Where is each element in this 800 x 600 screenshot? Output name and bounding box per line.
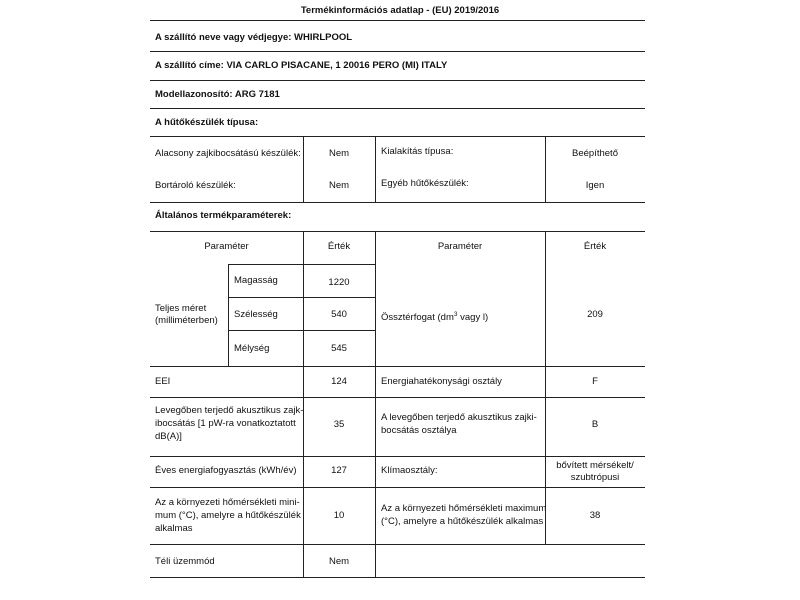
rule bbox=[228, 330, 375, 331]
rule bbox=[303, 231, 304, 544]
rule bbox=[150, 108, 645, 109]
noise-emission-label-line1: Levegőben terjedő akusztikus zajk- bbox=[155, 405, 304, 416]
depth-label: Mélység bbox=[234, 343, 270, 354]
rule bbox=[228, 264, 375, 265]
wine-storage-value: Nem bbox=[328, 180, 350, 191]
min-temp-label-line3: alkalmas bbox=[155, 523, 193, 534]
rule bbox=[545, 231, 546, 544]
total-volume-label-post: vagy l) bbox=[457, 312, 489, 324]
type-heading: A hűtőkészülék típusa: bbox=[155, 117, 259, 128]
rule bbox=[150, 487, 645, 488]
total-volume-label bbox=[381, 309, 488, 324]
rule bbox=[150, 136, 645, 137]
supplier-name-row bbox=[155, 32, 352, 44]
rule bbox=[375, 136, 376, 202]
rule bbox=[150, 51, 645, 52]
rule bbox=[150, 577, 645, 578]
supplier-name-label: A szállító neve vagy védjegye: bbox=[155, 32, 292, 43]
noise-class-value: B bbox=[591, 419, 599, 430]
eei-value: 124 bbox=[331, 376, 347, 387]
height-label: Magasság bbox=[234, 275, 278, 286]
other-fridge-value: Igen bbox=[585, 180, 605, 191]
model-row bbox=[155, 89, 280, 101]
rule bbox=[545, 136, 546, 202]
noise-class-label-line2: bocsátás osztálya bbox=[381, 425, 457, 436]
winter-mode-label: Téli üzemmód bbox=[155, 556, 215, 567]
max-temp-label-line2: (°C), amelyre a hűtőkészülék alkalmas bbox=[381, 516, 544, 527]
eei-label: EEI bbox=[155, 376, 171, 387]
depth-value: 545 bbox=[331, 343, 347, 354]
design-type-label: Kialakítás típusa: bbox=[381, 146, 454, 157]
rule bbox=[150, 202, 645, 203]
model-label: Modellazonosító: bbox=[155, 89, 233, 100]
model-value: ARG 7181 bbox=[234, 89, 280, 100]
noise-emission-label-line3: dB(A)] bbox=[155, 431, 182, 442]
low-noise-value: Nem bbox=[328, 148, 350, 159]
total-volume-value: 209 bbox=[587, 309, 603, 320]
climate-class-value-line2: szubtrópusi bbox=[570, 472, 620, 483]
min-temp-label-line1: Az a környezeti hőmérsékleti mini- bbox=[155, 497, 300, 508]
column-header-parameter: Paraméter bbox=[204, 241, 249, 252]
column-header-value-2: Érték bbox=[583, 241, 607, 252]
design-type-value: Beépíthető bbox=[572, 148, 618, 159]
rule bbox=[150, 231, 645, 232]
rule bbox=[150, 397, 645, 398]
winter-mode-value: Nem bbox=[328, 556, 350, 567]
width-label: Szélesség bbox=[234, 309, 278, 320]
min-temp-label-line2: mum (°C), amelyre a hűtőkészülék bbox=[155, 510, 301, 521]
rule bbox=[228, 264, 229, 366]
rule bbox=[150, 544, 645, 545]
total-volume-label-pre: Össztérfogat (dm bbox=[381, 312, 454, 324]
general-heading: Általános termékparaméterek: bbox=[155, 210, 292, 221]
rule bbox=[150, 456, 645, 457]
climate-class-label: Klímaosztály: bbox=[381, 465, 438, 476]
low-noise-label: Alacsony zajkibocsátású készülék: bbox=[155, 148, 301, 159]
column-header-value: Érték bbox=[327, 241, 351, 252]
max-temp-label-line1: Az a környezeti hőmérsékleti maximum bbox=[381, 503, 547, 514]
supplier-name-value: WHIRLPOOL bbox=[294, 32, 353, 43]
climate-class-value-line1: bővített mérsékelt/ bbox=[556, 460, 634, 471]
noise-emission-value: 35 bbox=[333, 419, 345, 430]
wine-storage-label: Bortároló készülék: bbox=[155, 180, 236, 191]
supplier-address-label: A szállító címe: bbox=[155, 60, 224, 71]
total-volume-label-sup: 3 bbox=[453, 311, 458, 318]
noise-class-label-line1: A levegőben terjedő akusztikus zajki- bbox=[381, 412, 537, 423]
rule bbox=[150, 80, 645, 81]
max-temp-value: 38 bbox=[589, 510, 601, 521]
rule bbox=[228, 297, 375, 298]
other-fridge-label: Egyéb hűtőkészülék: bbox=[381, 178, 469, 189]
noise-emission-label-line2: ibocsátás [1 pW-ra vonatkoztatott bbox=[155, 418, 296, 429]
annual-energy-label: Éves energiafogyasztás (kWh/év) bbox=[155, 465, 297, 476]
height-value: 1220 bbox=[328, 277, 350, 288]
annual-energy-value: 127 bbox=[331, 465, 347, 476]
supplier-address-row bbox=[155, 60, 447, 72]
column-header-parameter-2: Paraméter bbox=[437, 241, 483, 252]
total-size-label-line1: Teljes méret bbox=[155, 303, 207, 314]
rule bbox=[303, 544, 304, 577]
rule bbox=[375, 231, 376, 577]
total-size-label-line2: (milliméterben) bbox=[155, 315, 218, 326]
rule bbox=[150, 20, 645, 21]
rule bbox=[303, 136, 304, 202]
width-value: 540 bbox=[331, 309, 347, 320]
energy-class-label: Energiahatékonysági osztály bbox=[381, 376, 502, 387]
supplier-address-value: VIA CARLO PISACANE, 1 20016 PERO (MI) ITALY bbox=[226, 60, 448, 71]
min-temp-value: 10 bbox=[333, 510, 345, 521]
energy-class-value: F bbox=[592, 376, 598, 387]
document-title: Termékinformációs adatlap - (EU) 2019/2016 bbox=[300, 5, 500, 16]
rule bbox=[150, 366, 645, 367]
